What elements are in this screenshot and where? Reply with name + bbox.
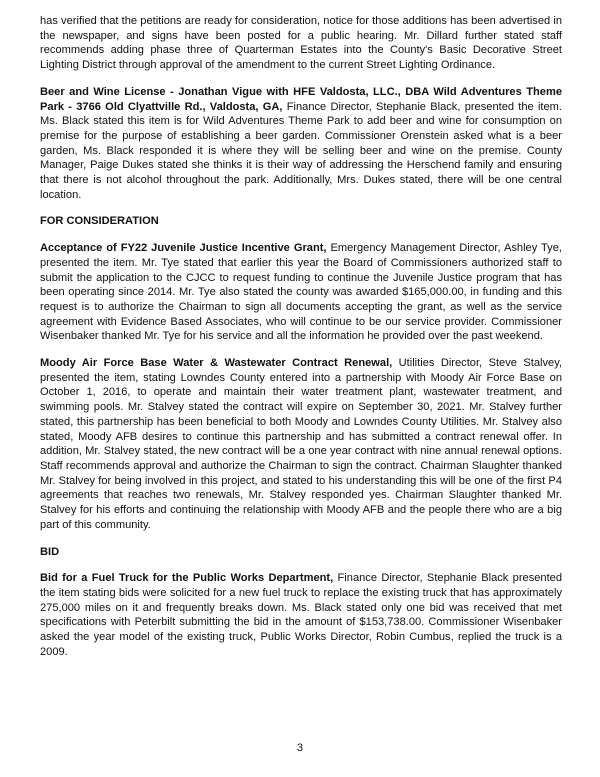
page-number: 3 xyxy=(296,742,304,754)
juvenile-grant-text: Emergency Management Director, Ashley Tye, presented the item. Mr. Tye stated that earlier this year the Board of Commissioners authorized staff to submit the application to the CJCC to request funding to continue the Juvenile Justice program that has been operating since 2014. Mr. Tye also stated the county was awarded $165,000.00, in funding and this request is to authorize the Chairman to sign all documents accepting the grant, as well as the service agreement with Evidence Based Associates, who will continue to be our service provider. Commissioner Wisenbaker thanked Mr. Tye for his service and all the information he provided over the past weekend. xyxy=(40,242,562,343)
bid-heading: BID xyxy=(40,545,60,558)
moody-contract-paragraph xyxy=(40,356,562,532)
document-body xyxy=(40,14,562,671)
fuel-truck-title: Bid for a Fuel Truck for the Public Works Department, xyxy=(40,572,334,585)
moody-contract-text: Utilities Director, Steve Stalvey, presented the item, stating Lowndes County entered into a partnership with Moody Air Force Base on October 1, 2016, to operate and maintain their water treatment plant, wastewater treatment, and swimming pools. Mr. Stalvey stated the contract will expire on September 30, 2021. Mr. Stalvey further stated, this partnership has been beneficial to both Moody and Lowndes County Utilities. Mr. Stalvey also stated, Moody AFB desires to continue this partnership and has submitted a contract renewal offer. In addition, Mr. Stalvey stated, the new contract will be a one year contract with nine annual renewal options. Staff recommends approval and authorize the Chairman to sign the contract. Chairman Slaughter thanked Mr. Stalvey for being involved in this project, and stated to his understanding this will be one of the first P4 agreements that reaches two renewals, Mr. Stalvey responded yes. Chairman Slaughter thanked Mr. Stalvey for his efforts and continuing the relationship with Moody AFB and the people there who are a big part of this community. xyxy=(40,357,562,531)
juvenile-grant-paragraph xyxy=(40,241,562,344)
moody-contract-title: Moody Air Force Base Water & Wastewater Contract Renewal, xyxy=(40,357,393,370)
intro-paragraph: has verified that the petitions are ready for consideration, notice for those additions has been advertised in the newspaper, and signs have been posted for a public hearing. Mr. Dillard further stated staff recommends adding phase three of Quarterman Estates into the County's Basic Decorative Street Lighting District through approval of the amendment to the current Street Lighting Ordinance. xyxy=(40,15,562,72)
beer-wine-text: Finance Director, Stephanie Black, presented the item. Ms. Black stated this item is for Wild Adventures Theme Park to add beer and wine for consumption on premise for the purpose of establishing a beer garden. Commissioner Orenstein asked what is a beer garden, Ms. Black responded it is where they will be selling beer and wine on the premise. County Manager, Paige Dukes stated she thinks it is their way of addressing the Herschend family and ensuring that there is not alcohol throughout the park. Additionally, Mrs. Dukes stated, there will be one central location. xyxy=(40,100,562,201)
fuel-truck-paragraph xyxy=(40,571,562,659)
fuel-truck-text: Finance Director, Stephanie Black presented the item stating bids were solicited for a new fuel truck to replace the existing truck that has approximately 275,000 miles on it and frequently breaks down. Ms. Black stated only one bid was received that met specifications with Peterbilt submitting the bid in the amount of $153,738.00. Commissioner Wisenbaker asked the year model of the existing truck, Public Works Director, Robin Cumbus, replied the truck is a 2009. xyxy=(40,572,562,658)
for-consideration-heading: FOR CONSIDERATION xyxy=(40,215,159,228)
beer-wine-title: Beer and Wine License - Jonathan Vigue with HFE Valdosta, LLC., DBA Wild Adventures Theme Park - 3766 Old Clyattville Rd., Valdosta, GA, xyxy=(40,85,562,113)
juvenile-grant-title: Acceptance of FY22 Juvenile Justice Incentive Grant, xyxy=(40,242,327,255)
beer-wine-paragraph xyxy=(40,85,562,203)
